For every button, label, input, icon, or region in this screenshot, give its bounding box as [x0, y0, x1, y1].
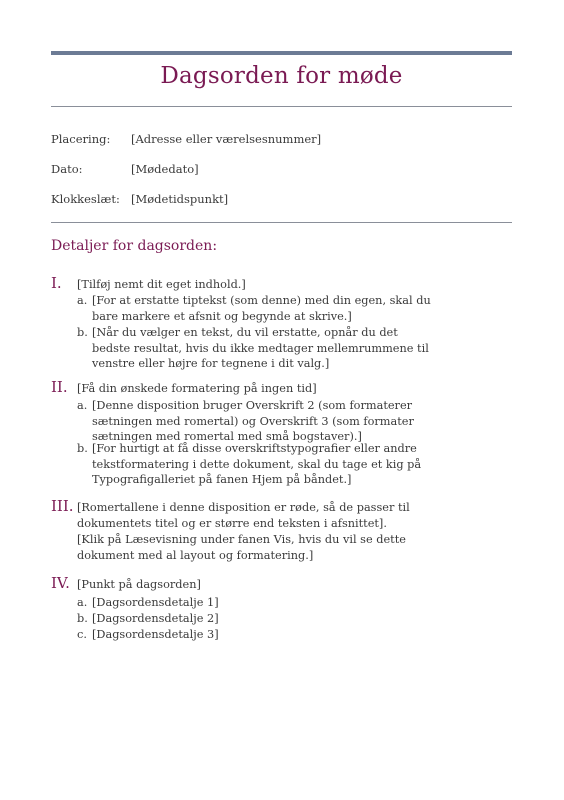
- sub-item-letter: b.: [77, 442, 88, 455]
- sub-item-letter: b.: [77, 326, 88, 339]
- sub-item-letter: b.: [77, 612, 88, 625]
- sub-item-letter: a.: [77, 294, 88, 307]
- item-numeral: IV.: [51, 574, 70, 592]
- item-text: [Romertallene i denne disposition er røde, så de passer til dokumentets titel og er større end teksten i afsnittet].: [77, 501, 410, 530]
- divider: [51, 222, 512, 223]
- sub-item-letter: c.: [77, 628, 87, 641]
- item-text: [Tilføj nemt dit eget indhold.]: [77, 278, 246, 291]
- item-text: [Få din ønskede formatering på ingen tid]: [77, 382, 317, 395]
- sub-item-text: [Når du vælger en tekst, du vil erstatte, opnår du det bedste resultat, hvis du ikke medtager mellemrummene til venstre eller højre for tegnene i dit valg.]: [92, 326, 429, 370]
- divider: [51, 106, 512, 107]
- date-value: [Mødedato]: [131, 162, 199, 176]
- top-rule: [51, 51, 512, 55]
- details-heading: Detaljer for dagsorden:: [51, 238, 218, 254]
- item-text: [Punkt på dagsorden]: [77, 578, 201, 591]
- location-value: [Adresse eller værelsesnummer]: [131, 132, 322, 146]
- item-numeral: III.: [51, 497, 74, 515]
- item-numeral: II.: [51, 378, 68, 396]
- sub-item-text: [Denne disposition bruger Overskrift 2 (som formaterer sætningen med romertal) og Overskrift 3 (som formater sætningen med romertal med små bogstaver).]: [92, 399, 414, 443]
- date-label: Dato:: [51, 162, 83, 176]
- sub-item-text: [Dagsordensdetalje 2]: [92, 612, 219, 625]
- time-value: [Mødetidspunkt]: [131, 192, 229, 206]
- item-numeral: I.: [51, 274, 62, 292]
- sub-item-letter: a.: [77, 399, 88, 412]
- sub-item-text: [For hurtigt at få disse overskriftstypografier eller andre tekstformatering i dette dokument, skal du tage et kig på Typografigalleriet på fanen Hjem på båndet.]: [92, 442, 422, 486]
- item-note: [Klik på Læsevisning under fanen Vis, hvis du vil se dette dokument med al layout og formatering.]: [77, 533, 406, 562]
- sub-item-text: [For at erstatte tiptekst (som denne) med din egen, skal du bare markere et afsnit og begynde at skrive.]: [92, 294, 431, 323]
- sub-item-letter: a.: [77, 596, 88, 609]
- sub-item-text: [Dagsordensdetalje 1]: [92, 596, 219, 609]
- sub-item-text: [Dagsordensdetalje 3]: [92, 628, 219, 641]
- page-title: Dagsorden for møde: [160, 63, 403, 89]
- location-label: Placering:: [51, 132, 111, 146]
- time-label: Klokkeslæt:: [51, 192, 120, 206]
